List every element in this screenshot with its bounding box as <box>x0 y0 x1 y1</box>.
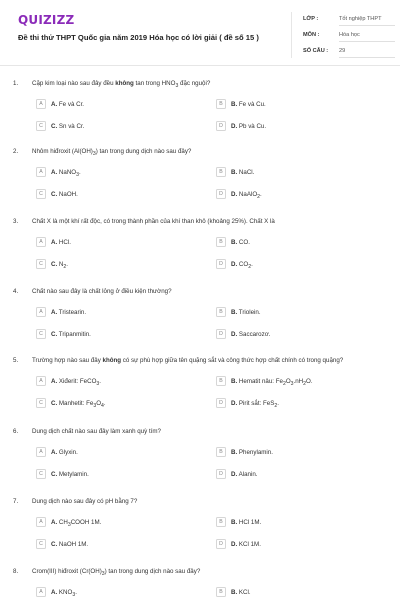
option-text: A. HCl. <box>51 238 71 246</box>
meta-value: Tốt nghiệp THPT <box>339 16 382 22</box>
option-text: C. $N_2$. <box>51 260 68 270</box>
option-letter-box: C <box>36 189 46 199</box>
option-letter-box: A <box>36 167 46 177</box>
option-text: A. NaNO$_3$. <box>51 168 81 178</box>
option-letter-box: B <box>216 376 226 386</box>
question-number: 5. <box>13 357 19 364</box>
option-letter-box: D <box>216 469 226 479</box>
option-letter-box: A <box>36 447 46 457</box>
question-number: 1. <box>13 80 19 87</box>
option-letter-box: D <box>216 121 226 131</box>
quizizz-logo: QUIZIZZ <box>18 13 75 27</box>
option-text: D. NaAlO$_2$. <box>231 190 262 200</box>
option-letter-box: A <box>36 237 46 247</box>
option-letter-box: C <box>36 539 46 549</box>
option-letter-box: A <box>36 99 46 109</box>
option-letter-box: B <box>216 307 226 317</box>
option-text: D. KCl 1M. <box>231 540 261 548</box>
question-text: Chất nào sau đây là chất lỏng ở điều kiện thường? <box>32 288 172 295</box>
question-number: 6. <box>13 428 19 435</box>
option-text: B. Fe và Cu. <box>231 100 266 108</box>
option-text: B. HCl 1M. <box>231 518 262 526</box>
option-letter-box: A <box>36 587 46 597</box>
option-letter-box: B <box>216 587 226 597</box>
option-text: A. $CH_3COOH$ 1M. <box>51 518 102 528</box>
meta-value: 29 <box>339 48 346 54</box>
option-text: A. Tristearin. <box>51 308 87 316</box>
option-text: B. Hematit nâu: $Fe_2O_3.nH_2O$. <box>231 377 313 387</box>
question-text: Dung dịch nào sau đây có pH bằng 7? <box>32 498 138 505</box>
meta-label: LỚP : <box>303 16 319 22</box>
option-text: C. Metylamin. <box>51 470 89 478</box>
question-number: 2. <box>13 148 19 155</box>
question-text: Dung dịch chất nào sau đây làm xanh quỳ tím? <box>32 428 161 435</box>
meta-row-subject <box>303 29 395 42</box>
option-letter-box: C <box>36 398 46 408</box>
option-text: A. Fe và Cr. <box>51 100 85 108</box>
question-number: 3. <box>13 218 19 225</box>
option-letter-box: D <box>216 398 226 408</box>
meta-row-count <box>303 45 395 58</box>
option-letter-box: D <box>216 329 226 339</box>
question-number: 8. <box>13 568 19 575</box>
option-letter-box: C <box>36 329 46 339</box>
option-text: D. Alanin. <box>231 470 258 478</box>
document-title: Đề thi thử THPT Quốc gia năm 2019 Hóa học có lời giải ( đề số 15 ) <box>18 33 259 42</box>
option-text: C. Manhetit: $Fe_3O_4$. <box>51 399 106 409</box>
meta-label: MÔN : <box>303 32 320 38</box>
option-letter-box: C <box>36 259 46 269</box>
option-letter-box: A <box>36 307 46 317</box>
document-header <box>0 0 400 66</box>
option-text: B. KCl. <box>231 588 251 596</box>
option-letter-box: A <box>36 517 46 527</box>
question-text: Cặp kim loại nào sau đây đều không tan trong $HNO_3$ đặc nguội? <box>32 80 211 90</box>
option-letter-box: C <box>36 121 46 131</box>
option-letter-box: B <box>216 237 226 247</box>
option-letter-box: D <box>216 259 226 269</box>
header-divider <box>291 12 292 58</box>
question-number: 7. <box>13 498 19 505</box>
meta-label: SỐ CÂU : <box>303 48 329 54</box>
option-letter-box: D <box>216 189 226 199</box>
option-text: D. Saccarozơ. <box>231 330 271 338</box>
option-text: B. Triolein. <box>231 308 261 316</box>
option-letter-box: B <box>216 517 226 527</box>
question-text: Trường hợp nào sau đây không có sự phù hợp giữa tên quặng sắt và công thức hợp chất chính có trong quặng? <box>32 357 344 364</box>
option-text: C. NaOH 1M. <box>51 540 89 548</box>
option-text: A. Xiđerit: FeCO$_3$. <box>51 377 101 387</box>
option-text: D. Pb và Cu. <box>231 122 267 130</box>
option-letter-box: B <box>216 99 226 109</box>
option-letter-box: B <box>216 167 226 177</box>
question-text: Nhôm hiđroxit $(Al(OH)_3)$ tan trong dung dịch nào sau đây? <box>32 148 192 158</box>
option-text: D. $CO_2$. <box>231 260 253 270</box>
option-letter-box: C <box>36 469 46 479</box>
option-text: B. CO. <box>231 238 250 246</box>
meta-row-class <box>303 13 395 26</box>
meta-value: Hóa học <box>339 32 360 38</box>
option-text: A. Glyxin. <box>51 448 78 456</box>
option-letter-box: B <box>216 447 226 457</box>
question-text: Chất X là một khí rất độc, có trong thành phần của khí than khô (khoảng 25%). Chất X là <box>32 218 275 225</box>
question-text: Crom(III) hiđroxit $(Cr(OH)_3)$ tan trong dung dịch nào sau đây? <box>32 568 201 578</box>
option-text: C. Tripanmitin. <box>51 330 91 338</box>
option-text: A. $KNO_3$. <box>51 588 77 598</box>
question-number: 4. <box>13 288 19 295</box>
option-text: B. Phenylamin. <box>231 448 273 456</box>
option-text: B. NaCl. <box>231 168 255 176</box>
option-text: C. NaOH. <box>51 190 78 198</box>
option-text: C. Sn và Cr. <box>51 122 85 130</box>
option-letter-box: D <box>216 539 226 549</box>
option-text: D. Pirit sắt: FeS$_2$. <box>231 399 279 409</box>
option-letter-box: A <box>36 376 46 386</box>
